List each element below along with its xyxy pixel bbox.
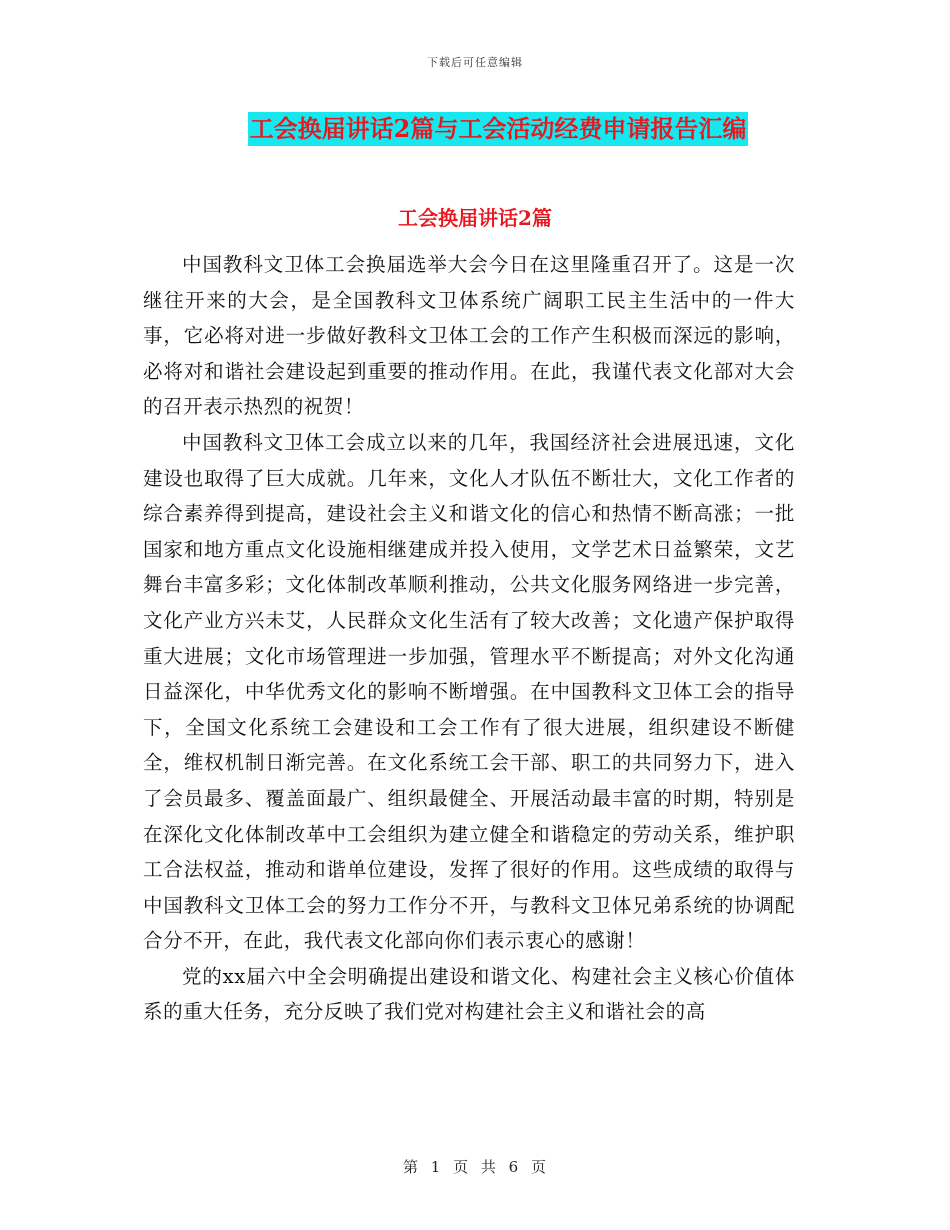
paragraph: 中国教科文卫体工会成立以来的几年，我国经济社会进展迅速，文化建设也取得了巨大成就。几年来，文化人才队伍不断壮大，文化工作者的综合素养得到提高，建设社会主义和谐文化的信心和热情不断高涨；一批国家和地方重点文化设施相继建成并投入使用，文学艺术日益繁荣，文艺舞台丰富多彩；文化体制改革顺利推动，公共文化服务网络进一步完善，文化产业方兴未艾，人民群众文化生活有了较大改善；文化遗产保护取得重大进展；文化市场管理进一步加强，管理水平不断提高；对外文化沟通日益深化，中华优秀文化的影响不断增强。在中国教科文卫体工会的指导下，全国文化系统工会建设和工会工作有了很大进展，组织建设不断健全，维权机制日渐完善。在文化系统工会干部、职工的共同努力下，进入了会员最多、覆盖面最广、组织最健全、开展活动最丰富的时期，特别是在深化文化体制改革中工会组织为建立健全和谐稳定的劳动关系，维护职工合法权益，推动和谐单位建设，发挥了很好的作用。这些成绩的取得与中国教科文卫体工会的努力工作分不开，与教科文卫体兄弟系统的协调配合分不开，在此，我代表文化部向你们表示衷心的感谢！ [143, 430, 795, 953]
page-number-footer: 第 1 页 共 6 页 [403, 1158, 547, 1176]
paragraph: 党的xx届六中全会明确提出建设和谐文化、构建社会主义核心价值体系的重大任务，充分反映了我们党对构建社会主义和谐社会的高 [143, 964, 795, 1024]
header-note: 下载后可任意编辑 [427, 56, 523, 69]
body-text [143, 247, 795, 1030]
document-title-container [0, 112, 950, 146]
document-title: 工会换届讲话2篇与工会活动经费申请报告汇编 [248, 112, 749, 146]
section-title: 工会换届讲话2篇 [398, 206, 552, 230]
paragraph: 中国教科文卫体工会换届选举大会今日在这里隆重召开了。这是一次继往开来的大会，是全国教科文卫体系统广阔职工民主生活中的一件大事，它必将对进一步做好教科文卫体工会的工作产生积极而深远的影响，必将对和谐社会建设起到重要的推动作用。在此，我谨代表文化部对大会的召开表示热烈的祝贺！ [143, 253, 795, 419]
